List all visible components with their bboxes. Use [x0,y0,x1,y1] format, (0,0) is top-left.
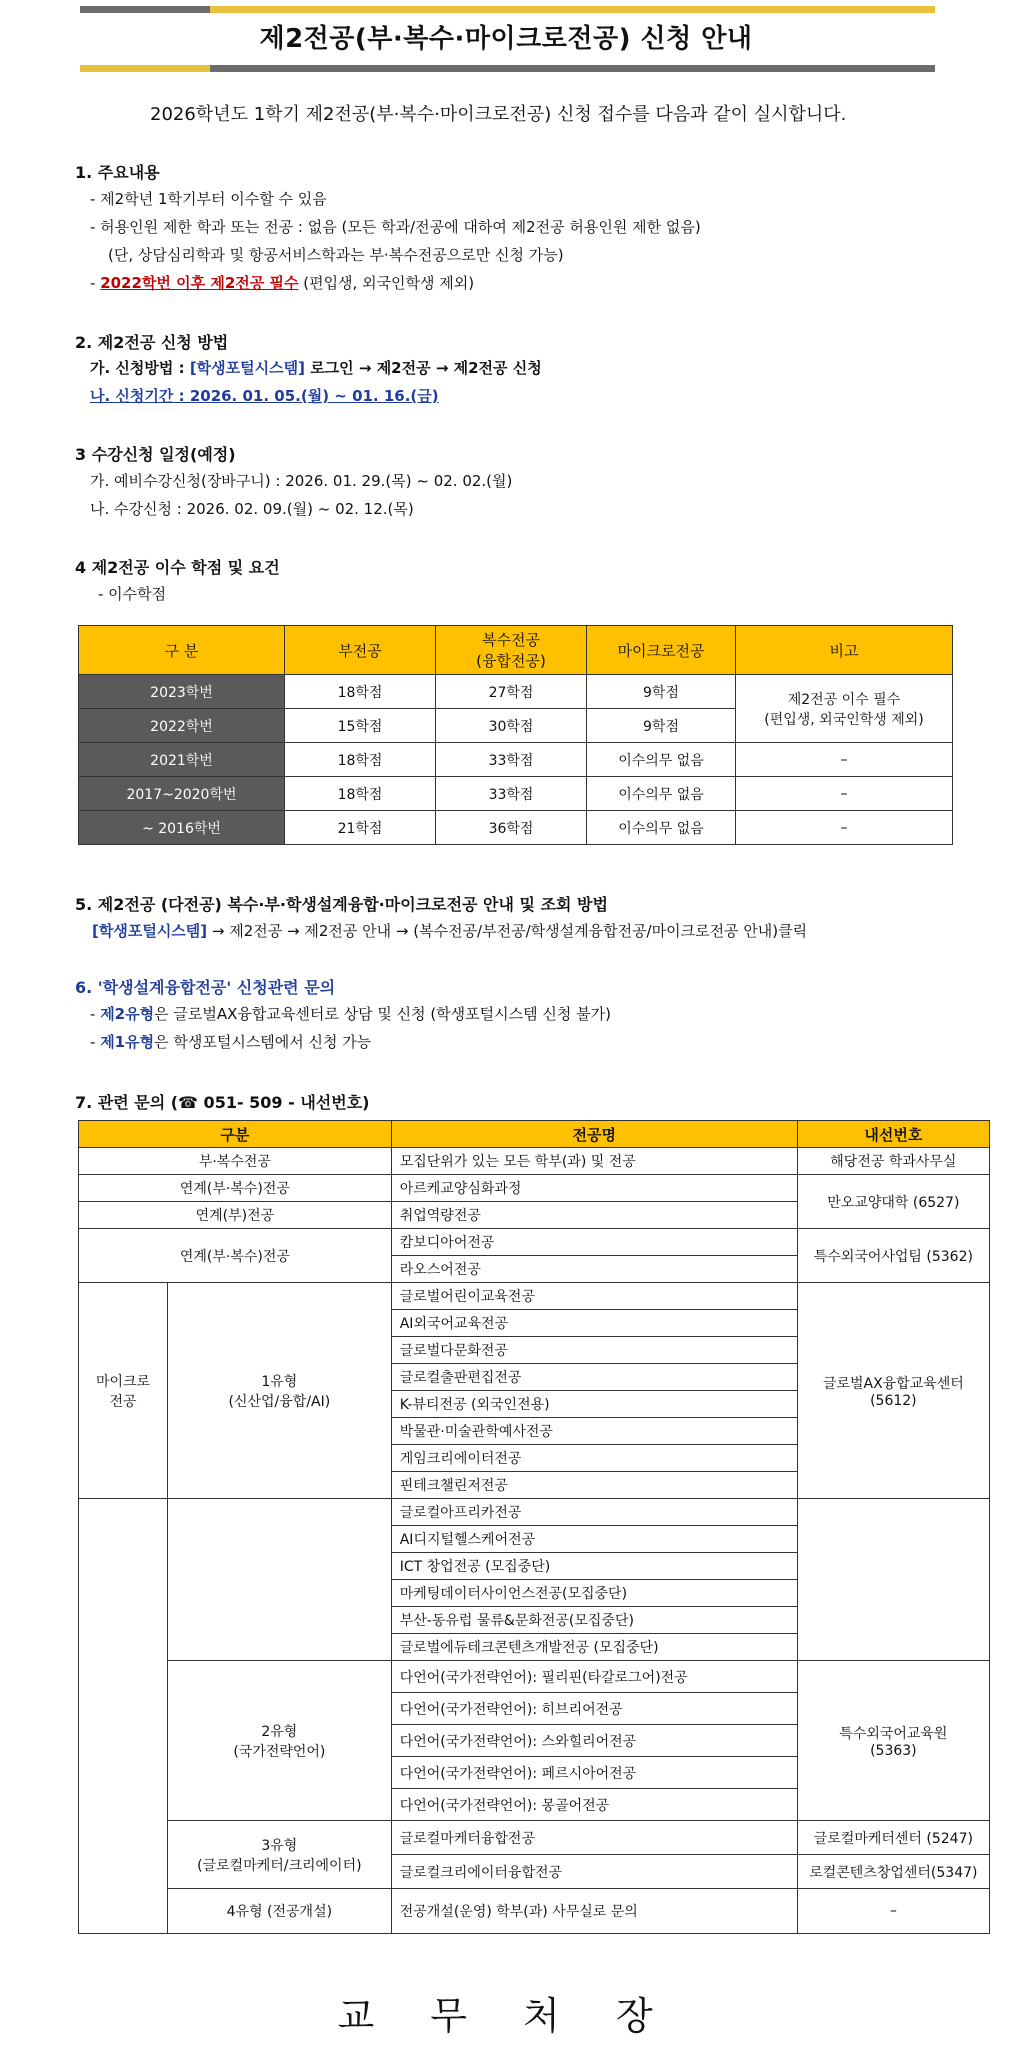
th-minor: 부전공 [285,626,436,675]
ext-name: 특수외국어교육원 [839,1725,948,1742]
micro-division [79,1283,168,1499]
th-double [436,626,587,675]
th-division: 구분 [79,1121,392,1148]
s6-dash1: - [90,1005,101,1023]
s2-line1-path: 로그인 → 제2전공 → 제2전공 신청 [304,359,542,377]
extension-cell: 해당전공 학과사무실 [797,1148,989,1175]
major-cell: 부산-동유럽 물류&문화전공(모집중단) [391,1607,797,1634]
double-credit: 36학점 [436,811,587,845]
micro-division-cont [79,1499,168,1934]
micro-credit: 이수의무 없음 [587,777,736,811]
extension-cell: 특수외국어사업팀 (5362) [797,1229,989,1283]
double-credit: 30학점 [436,709,587,743]
contact-table-header [79,1121,990,1148]
major-cell: 박물관·미술관학예사전공 [391,1418,797,1445]
minor-credit: 21학점 [285,811,436,845]
extension-cell: 로컬콘텐츠창업센터(5347) [797,1855,989,1889]
double-credit: 33학점 [436,743,587,777]
major-cell: K-뷰티전공 (외국인전용) [391,1391,797,1418]
year-cell: ~ 2016학번 [79,811,285,845]
s5-line1 [92,920,807,941]
th-category: 구 분 [79,626,285,675]
table-row [79,675,953,709]
major-cell: 글로컬출판편집전공 [391,1364,797,1391]
th-double-label: 복수전공 [482,631,540,649]
minor-credit: 18학점 [285,675,436,709]
year-cell: 2021학번 [79,743,285,777]
major-cell: ICT 창업전공 (모집중단) [391,1553,797,1580]
type2-name: 2유형 [261,1723,298,1740]
table-row [79,1661,990,1693]
intro-text: 2026학년도 1학기 제2전공(부·복수·마이크로전공) 신청 접수를 다음과 같이 실시합니다. [150,104,847,125]
extension-cell: – [797,1889,989,1934]
major-cell: 아르케교양심화과정 [391,1175,797,1202]
micro-label2: 전공 [109,1393,137,1410]
note-cell: – [736,777,953,811]
credit-table [78,625,953,845]
extension-cell: 만오교양대학 (6527) [797,1175,989,1229]
double-credit: 27학점 [436,675,587,709]
major-cell: 캄보디아어전공 [391,1229,797,1256]
th-double-sub: (융합전공) [476,652,546,670]
extension-cell [797,1661,989,1821]
table-row [79,1229,990,1256]
note-merged [736,675,953,743]
table-row [79,1175,990,1202]
portal-link-2[interactable]: [학생포털시스템] [92,922,208,940]
s4-sub: - 이수학점 [98,585,167,603]
extension-cell [797,1283,989,1499]
type1-name: 1유형 [261,1373,298,1390]
s2-line1 [90,357,542,378]
section4-heading: 4 제2전공 이수 학점 및 요건 [75,558,280,577]
major-cell: 글로벌어린이교육전공 [391,1283,797,1310]
s1-line1: - 제2학년 1학기부터 이수할 수 있음 [90,190,327,208]
top-decor-bar [80,6,935,13]
minor-credit: 15학점 [285,709,436,743]
credit-table-header [79,626,953,675]
th-extension: 내선번호 [797,1121,989,1148]
s6-line1-text: 은 글로벌AX융합교육센터로 상담 및 신청 (학생포털시스템 신청 불가) [154,1005,611,1023]
contact-table [78,1120,990,1934]
table-row [79,1889,990,1934]
division-cell: 연계(부·복수)전공 [79,1229,392,1283]
year-cell: 2023학번 [79,675,285,709]
ext-name: 글로벌AX융합교육센터 [822,1375,964,1392]
section7-heading: 7. 관련 문의 (☎ 051- 509 - 내선번호) [75,1093,370,1112]
division-cell: 연계(부)전공 [79,1202,392,1229]
year-cell: 2017~2020학번 [79,777,285,811]
micro-credit: 이수의무 없음 [587,743,736,777]
section6-heading: 6. '학생설계융합전공' 신청관련 문의 [75,978,336,997]
extension-cell: 글로컬마케터센터 (5247) [797,1821,989,1855]
micro-label1: 마이크로 [95,1373,151,1390]
major-cell: 전공개설(운영) 학부(과) 사무실로 문의 [391,1889,797,1934]
type3-name: 3유형 [261,1837,298,1854]
s1-line3: (단, 상담심리학과 및 항공서비스학과는 부·복수전공으로만 신청 가능) [108,246,564,264]
type2-cell [168,1661,392,1821]
note-line2: (편입생, 외국인학생 제외) [764,711,924,728]
table-row [79,1499,990,1526]
s5-path: → 제2전공 → 제2전공 안내 → (복수전공/부전공/학생설계융합전공/마이크로전공 안내)클릭 [207,922,808,940]
s2-line1-label: 가. 신청방법 : [90,359,190,377]
major-cell: 다언어(국가전략언어): 몽골어전공 [391,1789,797,1821]
s1-line4-dash: - [90,274,101,292]
major-cell: 글로컬크리에이터융합전공 [391,1855,797,1889]
major-cell: 글로벌다문화전공 [391,1337,797,1364]
major-cell: 취업역량전공 [391,1202,797,1229]
table-row [79,1148,990,1175]
s6-line2 [90,1031,371,1052]
table-row [79,1821,990,1855]
signature-office: 교 무 처 장 [337,1994,675,2038]
table-row [79,1283,990,1310]
year-cell: 2022학번 [79,709,285,743]
major-cell: 다언어(국가전략언어): 필리핀(타갈로그어)전공 [391,1661,797,1693]
ext-number: (5363) [870,1742,917,1759]
section2-heading: 2. 제2전공 신청 방법 [75,333,229,352]
major-cell: 다언어(국가전략언어): 히브리어전공 [391,1693,797,1725]
ext-number: (5612) [870,1392,917,1409]
type4-cell: 4유형 (전공개설) [168,1889,392,1934]
major-cell: 라오스어전공 [391,1256,797,1283]
table-row [79,811,953,845]
table-row [79,743,953,777]
s3-line1: 가. 예비수강신청(장바구니) : 2026. 01. 29.(목) ~ 02. 02.(월) [90,472,513,490]
type3-sub: (글로컬마케터/크리에이터) [197,1857,362,1874]
page-title: 제2전공(부·복수·마이크로전공) 신청 안내 [259,24,753,54]
type1-sub: (신산업/융합/AI) [228,1393,331,1410]
major-cell: AI디지털헬스케어전공 [391,1526,797,1553]
major-cell: 핀테크챌린저전공 [391,1472,797,1499]
major-cell: 모집단위가 있는 모든 학부(과) 및 전공 [391,1148,797,1175]
minor-credit: 18학점 [285,777,436,811]
s6-line1 [90,1003,611,1024]
th-major-name: 전공명 [391,1121,797,1148]
major-cell: AI외국어교육전공 [391,1310,797,1337]
major-cell: 글로컬아프리카전공 [391,1499,797,1526]
th-micro: 마이크로전공 [587,626,736,675]
minor-credit: 18학점 [285,743,436,777]
extension-cont [797,1499,989,1661]
major-cell: 다언어(국가전략언어): 스와힐리어전공 [391,1725,797,1757]
title-underline-bar [80,65,935,72]
major-cell: 글로벌에듀테크콘텐츠개발전공 (모집중단) [391,1634,797,1661]
note-line1: 제2전공 이수 필수 [787,691,901,708]
th-note: 비고 [736,626,953,675]
major-cell: 다언어(국가전략언어): 페르시아어전공 [391,1757,797,1789]
note-cell: – [736,743,953,777]
type2-sub: (국가전략언어) [233,1743,326,1760]
application-period: 나. 신청기간 : 2026. 01. 05.(월) ~ 01. 16.(금) [90,387,439,405]
type1-cell [168,1283,392,1499]
s6-dash2: - [90,1033,101,1051]
s1-line4 [90,272,474,293]
portal-link[interactable]: [학생포털시스템] [189,359,305,377]
section5-heading: 5. 제2전공 (다전공) 복수·부·학생설계융합·마이크로전공 안내 및 조회 방법 [75,895,608,914]
major-cell: 글로컬마케터융합전공 [391,1821,797,1855]
table-row [79,777,953,811]
division-cell: 연계(부·복수)전공 [79,1175,392,1202]
type3-cell [168,1821,392,1889]
division-cell: 부·복수전공 [79,1148,392,1175]
s1-line4-rest: (편입생, 외국인학생 제외) [298,274,475,292]
double-credit: 33학점 [436,777,587,811]
required-notice: 2022학번 이후 제2전공 필수 [100,274,299,292]
micro-credit: 9학점 [587,675,736,709]
s3-line2: 나. 수강신청 : 2026. 02. 09.(월) ~ 02. 12.(목) [90,500,414,518]
type1-label: 제1유형 [100,1033,155,1051]
type1-cont [168,1499,392,1661]
section1-heading: 1. 주요내용 [75,163,160,182]
micro-credit: 9학점 [587,709,736,743]
major-cell: 게임크리에이터전공 [391,1445,797,1472]
s6-line2-text: 은 학생포털시스템에서 신청 가능 [154,1033,372,1051]
s1-line2: - 허용인원 제한 학과 또는 전공 : 없음 (모든 학과/전공에 대하여 제2전공 허용인원 제한 없음) [90,218,701,236]
major-cell: 마케팅데이터사이언스전공(모집중단) [391,1580,797,1607]
micro-credit: 이수의무 없음 [587,811,736,845]
section3-heading: 3 수강신청 일정(예정) [75,445,236,464]
type2-label: 제2유형 [100,1005,155,1023]
note-cell: – [736,811,953,845]
